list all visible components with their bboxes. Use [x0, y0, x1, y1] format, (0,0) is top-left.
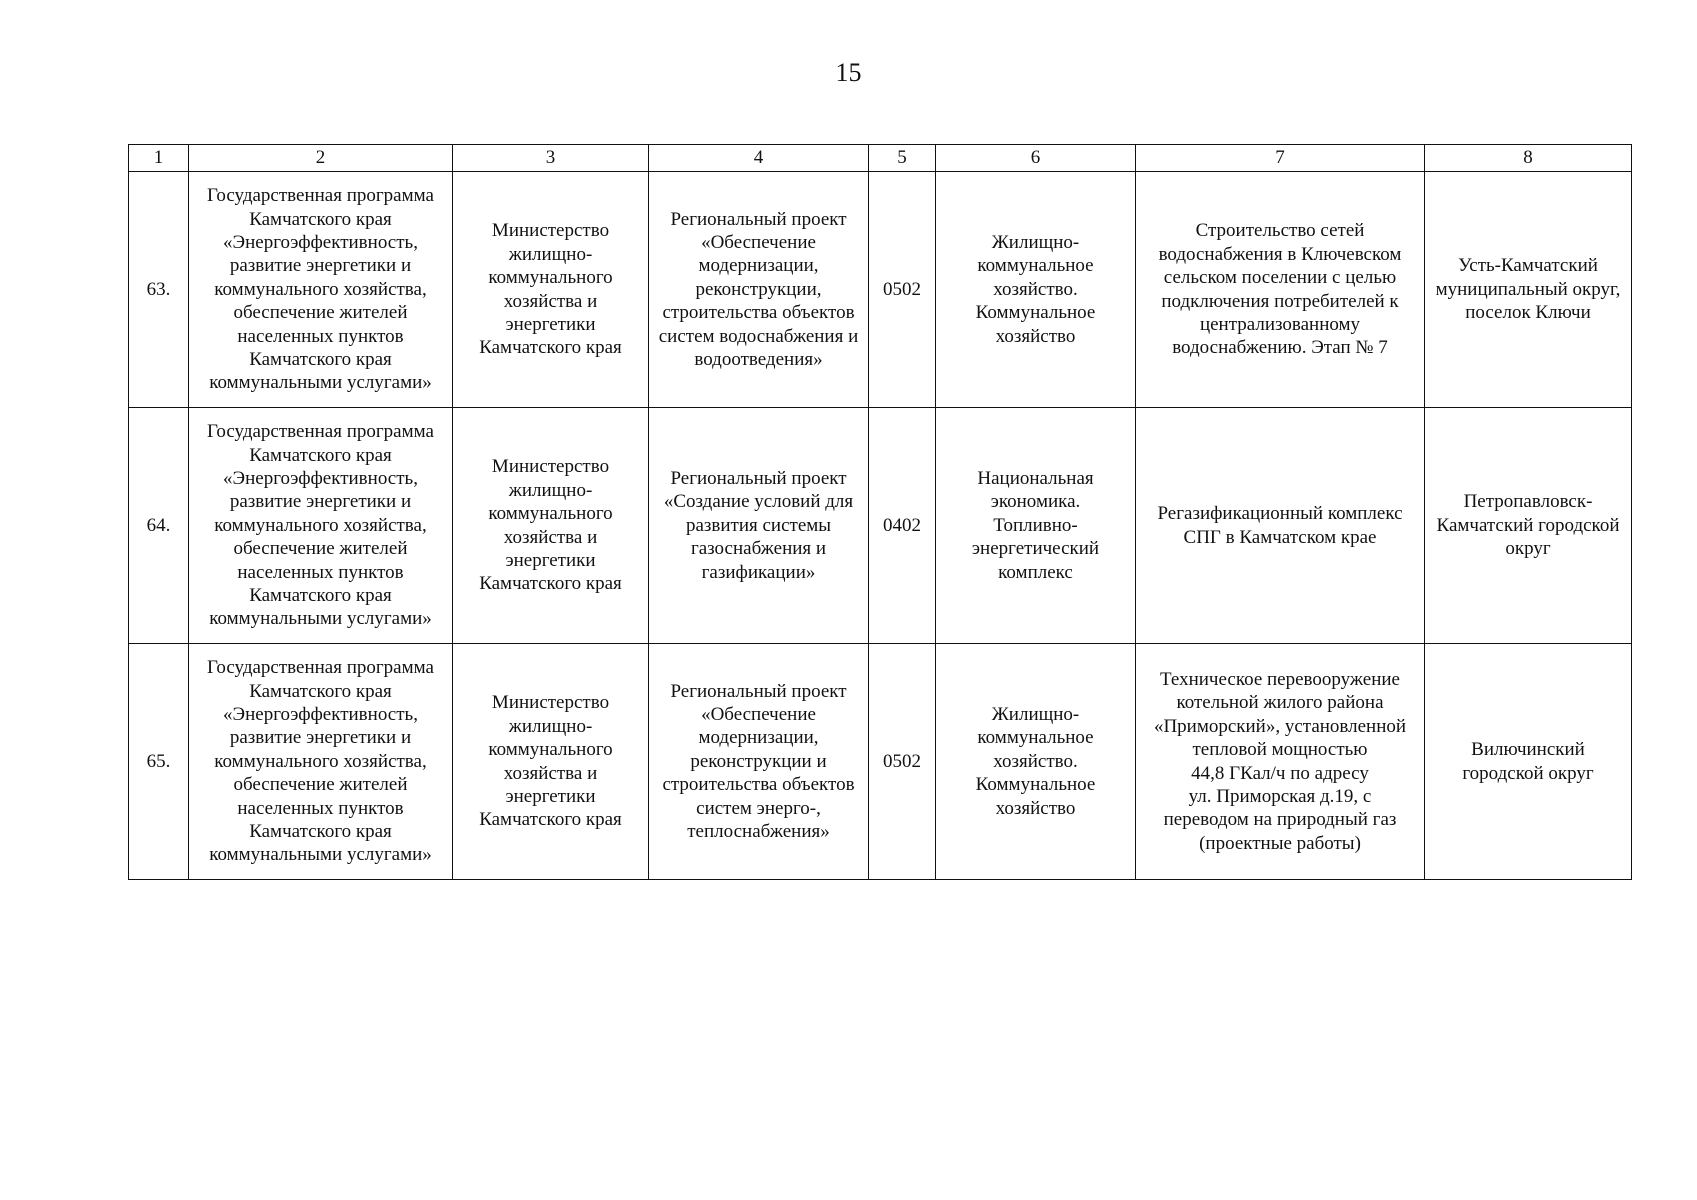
- program-cell: Государственная программа Камчатского края «Энергоэффективность, развитие энергетики и коммунального хозяйства, обеспечение жителей населенных пунктов Камчатского края коммунальными услугами»: [189, 408, 453, 644]
- column-number-cell: 3: [453, 145, 649, 172]
- row-number-cell: 64.: [129, 408, 189, 644]
- table-row: [129, 408, 1632, 644]
- row-number-cell: 65.: [129, 644, 189, 880]
- column-number-row: [129, 145, 1632, 172]
- column-number-cell: 2: [189, 145, 453, 172]
- location-cell: Вилючинский городской округ: [1425, 644, 1632, 880]
- ministry-cell: Министерство жилищно- коммунального хозяйства и энергетики Камчатского края: [453, 408, 649, 644]
- sector-cell: Жилищно- коммунальное хозяйство. Коммунальное хозяйство: [936, 644, 1136, 880]
- sector-cell: Национальная экономика. Топливно- энергетический комплекс: [936, 408, 1136, 644]
- table-row: [129, 644, 1632, 880]
- program-cell: Государственная программа Камчатского края «Энергоэффективность, развитие энергетики и коммунального хозяйства, обеспечение жителей населенных пунктов Камчатского края коммунальными услугами»: [189, 644, 453, 880]
- column-number-cell: 4: [649, 145, 869, 172]
- table-row: [129, 172, 1632, 408]
- location-cell: Петропавловск- Камчатский городской округ: [1425, 408, 1632, 644]
- sector-cell: Жилищно- коммунальное хозяйство. Коммунальное хозяйство: [936, 172, 1136, 408]
- code-cell: 0402: [869, 408, 936, 644]
- project-cell: Региональный проект «Обеспечение модернизации, реконструкции и строительства объектов систем энерго-, теплоснабжения»: [649, 644, 869, 880]
- code-cell: 0502: [869, 172, 936, 408]
- row-number-cell: 63.: [129, 172, 189, 408]
- ministry-cell: Министерство жилищно- коммунального хозяйства и энергетики Камчатского края: [453, 644, 649, 880]
- location-cell: Усть-Камчатский муниципальный округ, поселок Ключи: [1425, 172, 1632, 408]
- project-cell: Региональный проект «Обеспечение модернизации, реконструкции, строительства объектов систем водоснабжения и водоотведения»: [649, 172, 869, 408]
- column-number-cell: 5: [869, 145, 936, 172]
- register-table: [128, 144, 1632, 880]
- object-cell: Техническое перевооружение котельной жилого района «Приморский», установленной тепловой мощностью 44,8 ГКал/ч по адресу ул. Приморская д.19, с переводом на природный газ (проектные работы): [1136, 644, 1425, 880]
- object-cell: Регазификационный комплекс СПГ в Камчатском крае: [1136, 408, 1425, 644]
- column-number-cell: 6: [936, 145, 1136, 172]
- object-cell: Строительство сетей водоснабжения в Ключевском сельском поселении с целью подключения потребителей к централизованному водоснабжению. Этап № 7: [1136, 172, 1425, 408]
- column-number-cell: 8: [1425, 145, 1632, 172]
- ministry-cell: Министерство жилищно- коммунального хозяйства и энергетики Камчатского края: [453, 172, 649, 408]
- code-cell: 0502: [869, 644, 936, 880]
- program-cell: Государственная программа Камчатского края «Энергоэффективность, развитие энергетики и коммунального хозяйства, обеспечение жителей населенных пунктов Камчатского края коммунальными услугами»: [189, 172, 453, 408]
- column-number-cell: 7: [1136, 145, 1425, 172]
- page-number: 15: [835, 58, 862, 87]
- column-number-cell: 1: [129, 145, 189, 172]
- project-cell: Региональный проект «Создание условий для развития системы газоснабжения и газификации»: [649, 408, 869, 644]
